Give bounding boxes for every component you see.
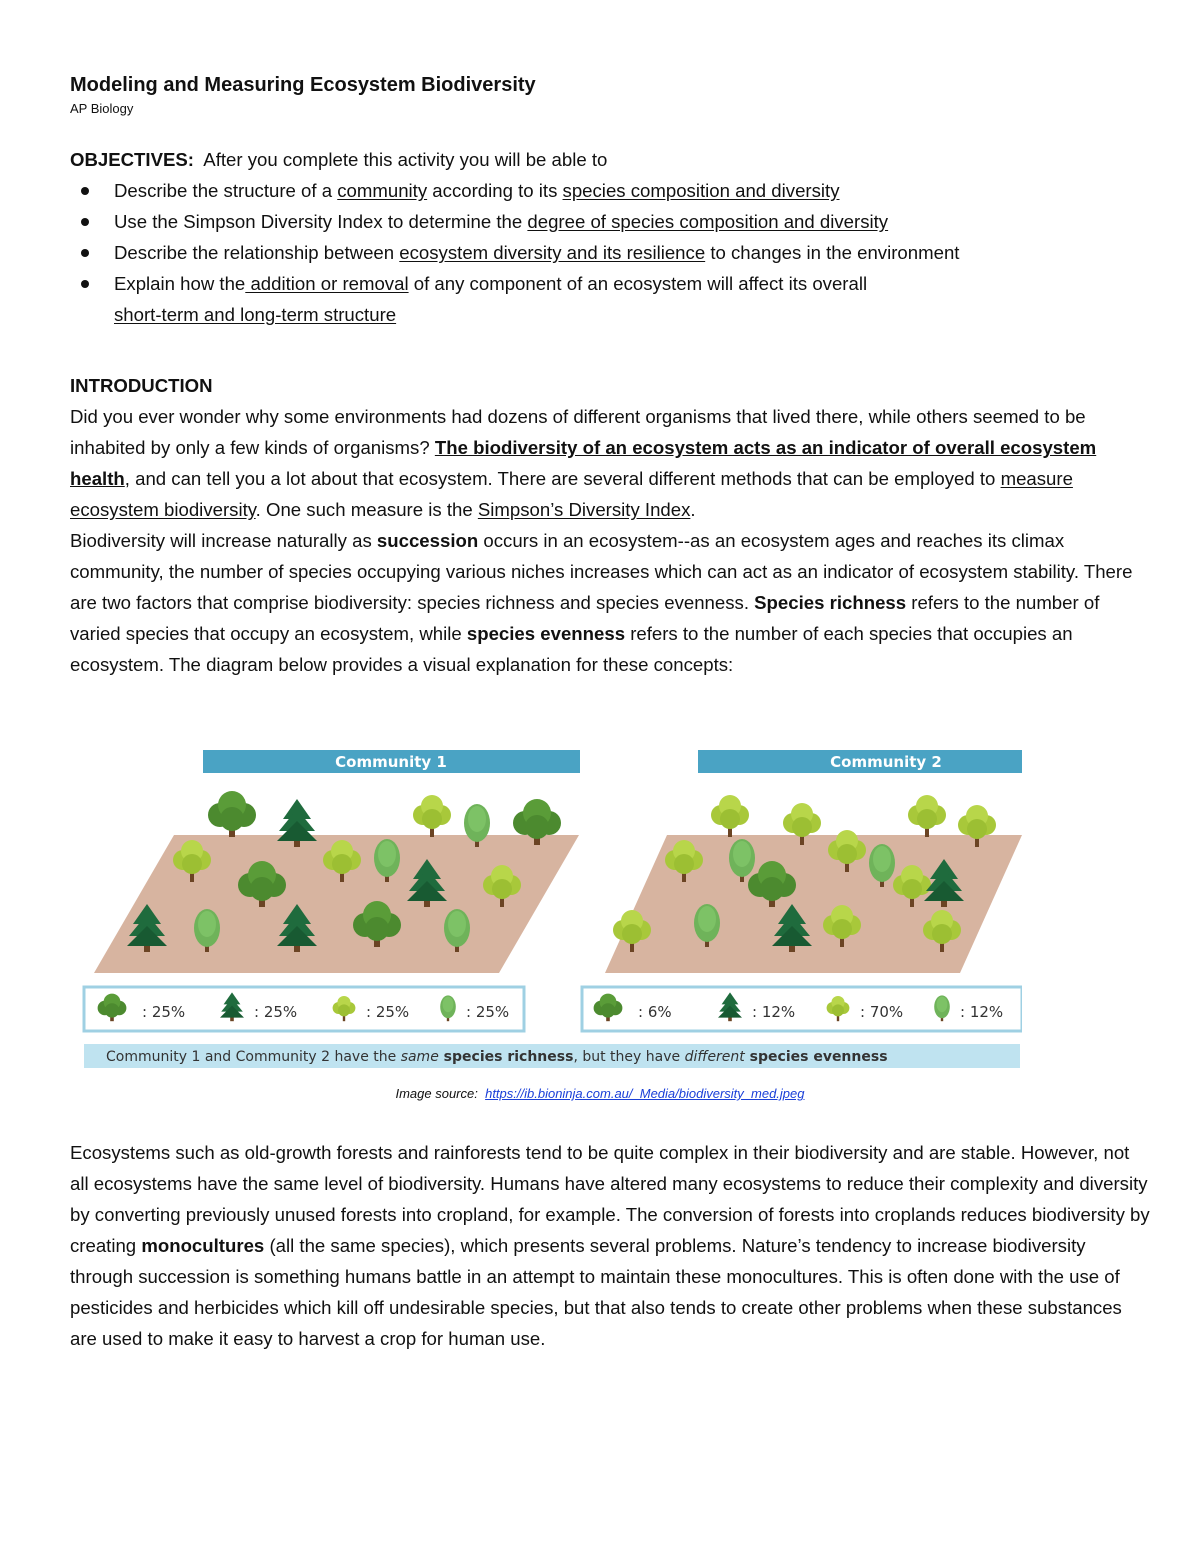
- paragraph-text: (all the same species), which presents several problems. Nature’s tendency to increase biodiversity through succession is something humans battle in an attempt to maintain these monocultures. This is often done with the use of pesticides and herbicides which kill off undesirable species, but that also tends to create other problems when these substances are used to make it easy to harvest a crop for human use.: [70, 1235, 1122, 1349]
- objective-text: Use the Simpson Diversity Index to determine the: [114, 211, 528, 232]
- bullet-icon: [81, 187, 89, 195]
- legend-value: : 12%: [752, 1003, 796, 1021]
- legend-value: : 25%: [366, 1003, 410, 1021]
- image-source-caption: [0, 1086, 1200, 1101]
- term-succession: succession: [376, 530, 479, 551]
- summary-part: , but they have: [573, 1049, 685, 1065]
- objective-underline: species composition and diversity: [562, 180, 840, 201]
- summary-part: same: [400, 1049, 439, 1065]
- objective-item: [114, 237, 1150, 268]
- intro-text: refers to the number of each species that occupies an ecosystem. The diagram below provides a visual explanation for these concepts:: [70, 623, 1073, 675]
- pine-tree-icon: [277, 799, 317, 847]
- objective-text: to changes in the environment: [705, 242, 960, 263]
- oak-tree-icon: [208, 791, 256, 837]
- objectives-list: [70, 175, 1150, 330]
- term-species-richness: Species richness: [754, 592, 907, 613]
- objective-underline: degree of species composition and diversity: [527, 211, 889, 232]
- summary-text: [106, 1049, 888, 1065]
- legend-value: : 25%: [466, 1003, 510, 1021]
- summary-part: species evenness: [744, 1049, 888, 1065]
- summary-part: Community 1 and Community 2 have the: [106, 1049, 401, 1065]
- objectives-lead: After you complete this activity you will be able to: [203, 149, 608, 170]
- legend-value: : 25%: [254, 1003, 298, 1021]
- intro-text: , and can tell you a lot about that ecosystem. There are several different methods that can be employed to: [124, 468, 1001, 489]
- intro-text: Did you ever wonder why some environments had dozens of different organisms that lived there, while others seemed to be inhabited by only a few kinds of organisms?: [70, 406, 1086, 458]
- intro-underline: measure ecosystem biodiversity: [70, 468, 1073, 520]
- intro-text: . One such measure is the: [255, 499, 478, 520]
- objectives-section: [70, 144, 1150, 330]
- introduction-paragraph-2: [70, 525, 1150, 680]
- objective-underline: community: [337, 180, 428, 201]
- intro-text: Biodiversity will increase naturally as: [70, 530, 377, 551]
- legend-value: : 25%: [142, 1003, 186, 1021]
- introduction-heading: INTRODUCTION: [70, 375, 213, 396]
- intro-bold-underline: The biodiversity of an ecosystem acts as an indicator of overall ecosystem health: [70, 437, 1097, 489]
- bush-tree-icon: [413, 795, 451, 837]
- objective-text: Explain how the: [114, 273, 246, 294]
- summary-part: different: [684, 1049, 745, 1065]
- paragraph-text: Ecosystems such as old-growth forests and rainforests tend to be quite complex in their biodiversity and are stable. However, not all ecosystems have the same level of biodiversity. Humans have altered many ecosystems to reduce their complexity and diversity by converting previously unused forests into cropland, for example. The conversion of forests into croplands reduces biodiversity by creating: [70, 1142, 1150, 1256]
- objective-text: according to its: [427, 180, 563, 201]
- ecosystems-paragraph: [70, 1137, 1150, 1354]
- course-name: AP Biology: [70, 101, 134, 116]
- term-monocultures: monocultures: [141, 1235, 265, 1256]
- biodiversity-diagram: [82, 745, 1022, 1075]
- objective-text: of any component of an ecosystem will affect its overall: [408, 273, 868, 294]
- bullet-icon: [81, 218, 89, 226]
- objective-item: [114, 268, 1150, 330]
- legend-value: : 12%: [960, 1003, 1004, 1021]
- community-2-title: Community 2: [830, 753, 942, 771]
- objective-underline: addition or removal: [245, 273, 409, 294]
- objective-item: [114, 206, 1150, 237]
- legend-value: : 70%: [860, 1003, 904, 1021]
- caption-label: Image source:: [395, 1086, 478, 1101]
- objective-underline: short-term and long-term structure: [114, 304, 397, 325]
- objectives-label: OBJECTIVES:: [70, 149, 194, 170]
- community-1-title: Community 1: [335, 753, 447, 771]
- bush-tree-icon: [908, 795, 946, 837]
- simpsons-index-term: Simpson’s Diversity Index: [477, 499, 691, 520]
- objective-text: Describe the relationship between: [114, 242, 400, 263]
- term-species-evenness: species evenness: [466, 623, 626, 644]
- image-source-link[interactable]: https://ib.bioninja.com.au/_Media/biodiversity_med.jpeg: [485, 1086, 805, 1101]
- bullet-icon: [81, 249, 89, 257]
- legend-value: : 6%: [638, 1003, 672, 1021]
- introduction-section: [70, 370, 1150, 680]
- objective-item: [114, 175, 1150, 206]
- objectives-lead-line: [70, 144, 1150, 175]
- intro-text: .: [690, 499, 696, 520]
- document-title: Modeling and Measuring Ecosystem Biodiversity: [70, 74, 536, 96]
- intro-text: occurs in an ecosystem--as an ecosystem ages and reaches its climax community, the number of species occupying various niches increases which can act as an indicator of ecosystem stability. There are two factors that comprise biodiversity: species richness and species evenness.: [70, 530, 1133, 613]
- bullet-icon: [81, 280, 89, 288]
- objective-underline: ecosystem diversity and its resilience: [399, 242, 706, 263]
- summary-part: species richness: [438, 1049, 574, 1065]
- document-page: [70, 72, 1150, 680]
- introduction-paragraph-1: [70, 401, 1150, 525]
- bush-tree-icon: [711, 795, 749, 837]
- intro-text: refers to the number of varied species that occupy an ecosystem, while: [70, 592, 1100, 644]
- objective-text: Describe the structure of a: [114, 180, 338, 201]
